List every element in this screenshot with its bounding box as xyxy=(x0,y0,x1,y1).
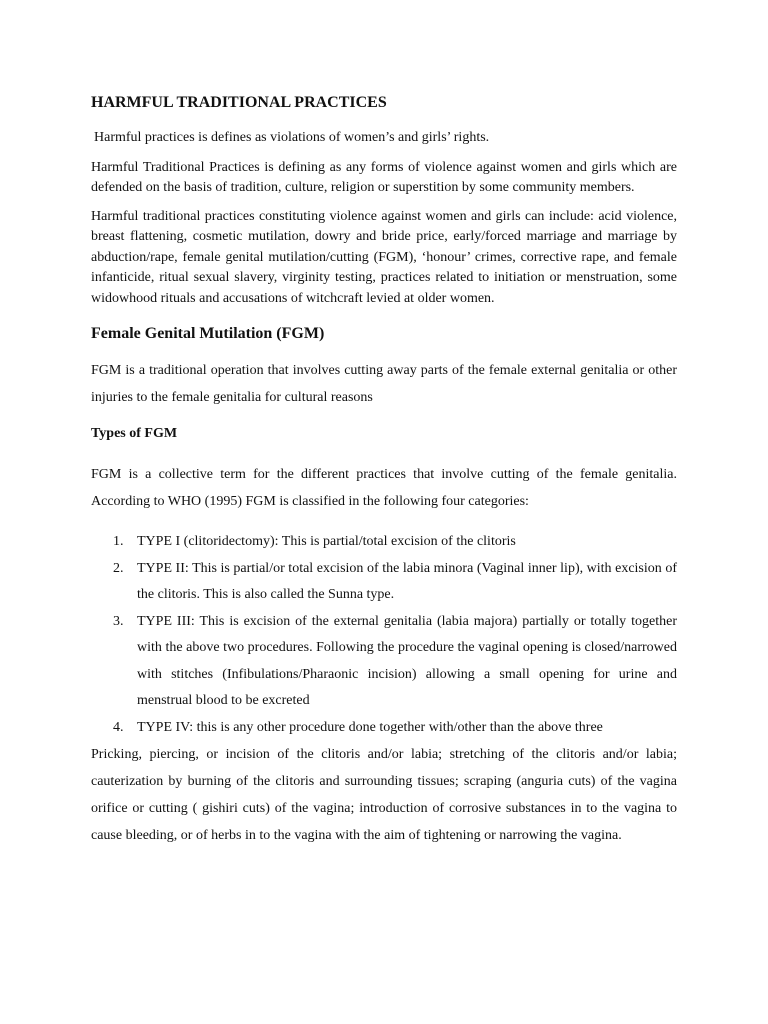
document-body xyxy=(91,92,677,849)
intro-paragraph: Harmful practices is defines as violations of women’s and girls’ rights. xyxy=(94,130,490,145)
list-number: 2. xyxy=(113,560,124,576)
list-item xyxy=(91,529,677,556)
list-text: TYPE II: This is partial/or total excision of the labia minora (Vaginal inner lip), with excision of the clitoris. This is also called the Sunna type. xyxy=(137,560,677,602)
intro-paragraph: Harmful traditional practices constituting violence against women and girls can include: acid violence, breast flattening, cosmetic mutilation, dowry and bride price, early/forced marriage and marriage by abduction/rape, female genital mutilation/cutting (FGM), ‘honour’ crimes, corrective rape, and female infanticide, ritual sexual slavery, virginity testing, practices related to initiation or menstruation, some widowhood rituals and accusations of witchcraft levied at older women. xyxy=(91,208,677,306)
list-text: TYPE I (clitoridectomy): This is partial/total excision of the clitoris xyxy=(137,534,516,549)
document-title: HARMFUL TRADITIONAL PRACTICES xyxy=(91,94,387,111)
list-item xyxy=(91,556,677,609)
fgm-heading: Female Genital Mutilation (FGM) xyxy=(91,325,325,342)
type4-details: Pricking, piercing, or incision of the clitoris and/or labia; stretching of the clitoris and/or labia; cauterization by burning of the clitoris and surrounding tissues; scraping (anguria cuts) of the vagina orifice or cutting ( gishiri cuts) of the vagina; introduction of corrosive substances in to the vagina to cause bleeding, or of herbs in to the vagina with the aim of tightening or narrowing the vagina. xyxy=(91,747,677,843)
list-number: 3. xyxy=(113,613,124,629)
list-item xyxy=(91,715,677,742)
fgm-definition: FGM is a traditional operation that involves cutting away parts of the female external genitalia or other injuries to the female genitalia for cultural reasons xyxy=(91,363,677,405)
list-text: TYPE IV: this is any other procedure done together with/other than the above three xyxy=(137,719,603,735)
types-heading: Types of FGM xyxy=(91,426,178,441)
list-number: 1. xyxy=(113,534,124,549)
list-number: 4. xyxy=(113,719,124,735)
fgm-types-list xyxy=(91,529,677,741)
list-item xyxy=(91,609,677,715)
intro-paragraph: Harmful Traditional Practices is defining as any forms of violence against women and girls which are defended on the basis of tradition, culture, religion or superstition by some community members. xyxy=(91,159,677,195)
types-intro: FGM is a collective term for the different practices that involve cutting of the female genitalia. According to WHO (1995) FGM is classified in the following four categories: xyxy=(91,467,677,509)
list-text: TYPE III: This is excision of the external genitalia (labia majora) partially or totally together with the above two procedures. Following the procedure the vaginal opening is closed/narrowed with stitches (Infibulations/Pharaonic incision) allowing a small opening for urine and menstrual blood to be excreted xyxy=(137,613,677,708)
